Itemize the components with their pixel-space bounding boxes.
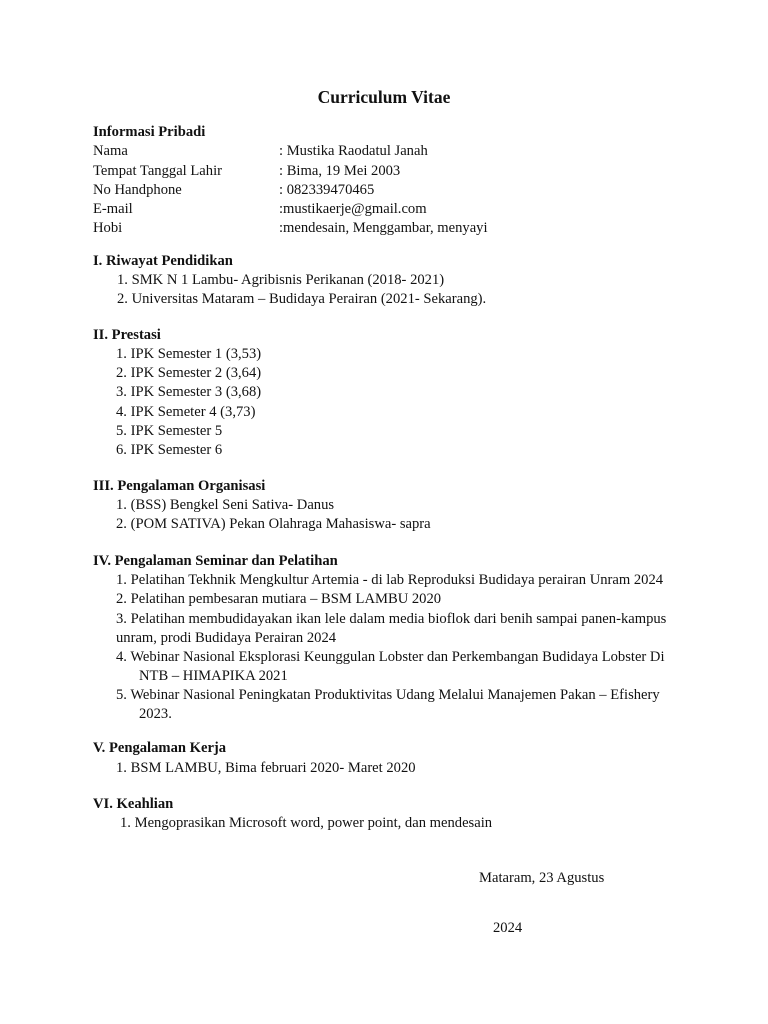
personal-value-phone: : 082339470465	[279, 182, 375, 198]
skills-item: 1. Mengoprasikan Microsoft word, power point, dan mendesain	[120, 815, 493, 831]
seminar-item: 3. Pelatihan membudidayakan ikan lele dalam media bioflok dari benih sampai panen-kampus	[116, 611, 667, 627]
seminar-item: 2. Pelatihan pembesaran mutiara – BSM LAMBU 2020	[116, 591, 442, 607]
personal-value-name: : Mustika Raodatul Janah	[279, 143, 428, 159]
education-heading: I. Riwayat Pendidikan	[93, 253, 233, 269]
organization-item: 2. (POM SATIVA) Pekan Olahraga Mahasiswa- sapra	[116, 516, 431, 532]
achievement-item: 4. IPK Semeter 4 (3,73)	[116, 404, 256, 420]
personal-label-birth: Tempat Tanggal Lahir	[93, 163, 222, 179]
seminar-item: 4. Webinar Nasional Eksplorasi Keunggulan Lobster dan Perkembangan Budidaya Lobster Di	[116, 649, 665, 665]
personal-value-hobby: :mendesain, Menggambar, menyayi	[279, 220, 488, 236]
achievement-item: 2. IPK Semester 2 (3,64)	[116, 365, 262, 381]
work-item: 1. BSM LAMBU, Bima februari 2020- Maret 2020	[116, 760, 416, 776]
personal-value-birth: : Bima, 19 Mei 2003	[279, 163, 401, 179]
personal-label-phone: No Handphone	[93, 182, 182, 198]
skills-heading: VI. Keahlian	[93, 796, 174, 812]
document-title: Curriculum Vitae	[317, 87, 451, 107]
personal-label-name: Nama	[93, 143, 128, 159]
education-item: 1. SMK N 1 Lambu- Agribisnis Perikanan (2018- 2021)	[117, 272, 445, 288]
achievement-item: 1. IPK Semester 1 (3,53)	[116, 346, 262, 362]
seminar-item: 5. Webinar Nasional Peningkatan Produktivitas Udang Melalui Manajemen Pakan – Efishery	[116, 687, 660, 703]
education-item: 2. Universitas Mataram – Budidaya Perairan (2021- Sekarang).	[117, 291, 487, 307]
closing-place-date: Mataram, 23 Agustus	[479, 870, 605, 886]
seminar-item: 1. Pelatihan Tekhnik Mengkultur Artemia - di lab Reproduksi Budidaya perairan Unram 2024	[116, 572, 664, 588]
closing-year: 2024	[493, 920, 523, 936]
seminar-item-continuation: 2023.	[139, 706, 172, 722]
organization-item: 1. (BSS) Bengkel Seni Sativa- Danus	[116, 497, 335, 513]
personal-info-heading: Informasi Pribadi	[93, 124, 206, 140]
seminar-heading: IV. Pengalaman Seminar dan Pelatihan	[93, 553, 338, 569]
organization-heading: III. Pengalaman Organisasi	[93, 478, 266, 494]
personal-label-email: E-mail	[93, 201, 133, 217]
achievement-item: 3. IPK Semester 3 (3,68)	[116, 384, 262, 400]
personal-value-email: :mustikaerje@gmail.com	[279, 201, 427, 217]
work-heading: V. Pengalaman Kerja	[93, 740, 227, 756]
seminar-item-continuation: NTB – HIMAPIKA 2021	[139, 668, 288, 684]
achievement-item: 6. IPK Semester 6	[116, 442, 223, 458]
personal-label-hobby: Hobi	[93, 220, 123, 236]
seminar-item-continuation: unram, prodi Budidaya Perairan 2024	[116, 630, 337, 646]
achievements-heading: II. Prestasi	[93, 327, 161, 343]
achievement-item: 5. IPK Semester 5	[116, 423, 223, 439]
